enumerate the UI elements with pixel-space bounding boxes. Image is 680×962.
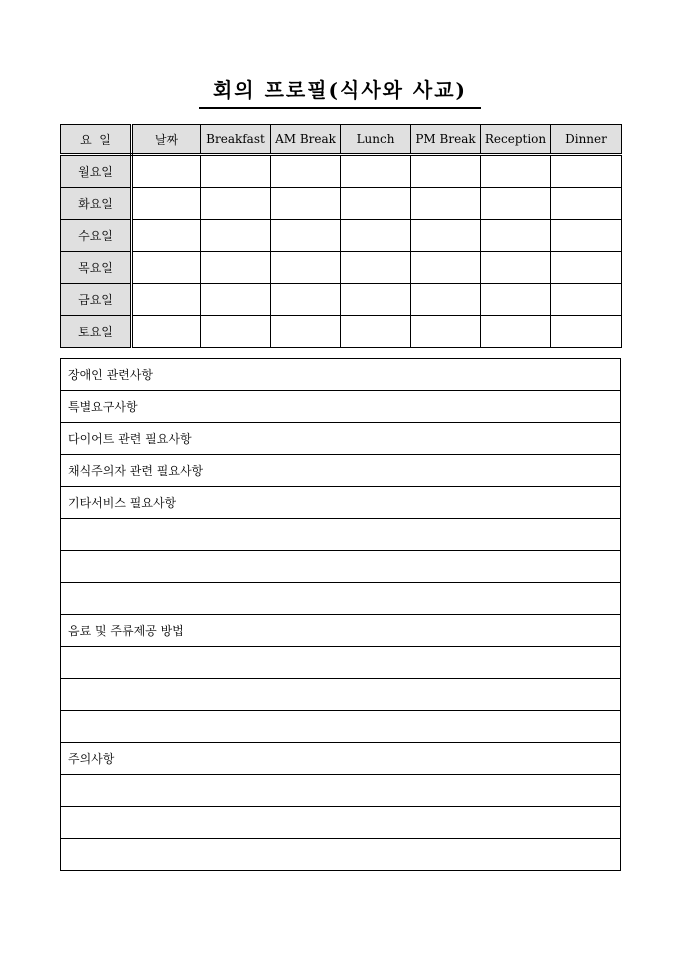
lunch-cell[interactable] <box>341 316 411 348</box>
day-label: 수요일 <box>61 220 132 252</box>
reception-cell[interactable] <box>481 316 551 348</box>
blank-line[interactable] <box>61 807 621 839</box>
lunch-cell[interactable] <box>341 188 411 220</box>
special-requests-field[interactable]: 특별요구사항 <box>61 391 621 423</box>
reception-cell[interactable] <box>481 252 551 284</box>
schedule-row <box>61 252 622 284</box>
page-title: 회의 프로필(식사와 사교) <box>199 77 481 109</box>
lunch-cell[interactable] <box>341 220 411 252</box>
reception-cell[interactable] <box>481 220 551 252</box>
note-row <box>61 743 621 775</box>
am-break-cell[interactable] <box>271 316 341 348</box>
note-row <box>61 423 621 455</box>
note-row <box>61 679 621 711</box>
lunch-cell[interactable] <box>341 284 411 316</box>
header-dinner: Dinner <box>551 125 622 155</box>
date-cell[interactable] <box>132 155 201 188</box>
other-services-field[interactable]: 기타서비스 필요사항 <box>61 487 621 519</box>
schedule-row <box>61 220 622 252</box>
note-row <box>61 487 621 519</box>
breakfast-cell[interactable] <box>201 284 271 316</box>
pm-break-cell[interactable] <box>411 316 481 348</box>
header-breakfast: Breakfast <box>201 125 271 155</box>
header-reception: Reception <box>481 125 551 155</box>
blank-line[interactable] <box>61 519 621 551</box>
schedule-row <box>61 316 622 348</box>
note-row <box>61 615 621 647</box>
header-lunch: Lunch <box>341 125 411 155</box>
dinner-cell[interactable] <box>551 252 622 284</box>
breakfast-cell[interactable] <box>201 252 271 284</box>
accessibility-needs-field[interactable]: 장애인 관련사항 <box>61 359 621 391</box>
vegetarian-needs-field[interactable]: 채식주의자 관련 필요사항 <box>61 455 621 487</box>
pm-break-cell[interactable] <box>411 220 481 252</box>
header-pm-break: PM Break <box>411 125 481 155</box>
breakfast-cell[interactable] <box>201 316 271 348</box>
date-cell[interactable] <box>132 252 201 284</box>
am-break-cell[interactable] <box>271 252 341 284</box>
pm-break-cell[interactable] <box>411 155 481 188</box>
date-cell[interactable] <box>132 284 201 316</box>
header-date: 날짜 <box>132 125 201 155</box>
blank-line[interactable] <box>61 551 621 583</box>
note-row <box>61 647 621 679</box>
beverage-service-field[interactable]: 음료 및 주류제공 방법 <box>61 615 621 647</box>
note-row <box>61 775 621 807</box>
blank-line[interactable] <box>61 839 621 871</box>
cautions-field[interactable]: 주의사항 <box>61 743 621 775</box>
breakfast-cell[interactable] <box>201 188 271 220</box>
blank-line[interactable] <box>61 679 621 711</box>
day-label: 목요일 <box>61 252 132 284</box>
requirements-notes-table <box>60 358 621 871</box>
reception-cell[interactable] <box>481 155 551 188</box>
am-break-cell[interactable] <box>271 188 341 220</box>
note-row <box>61 391 621 423</box>
pm-break-cell[interactable] <box>411 284 481 316</box>
dinner-cell[interactable] <box>551 220 622 252</box>
reception-cell[interactable] <box>481 188 551 220</box>
note-row <box>61 455 621 487</box>
day-label: 토요일 <box>61 316 132 348</box>
note-row <box>61 839 621 871</box>
header-am-break: AM Break <box>271 125 341 155</box>
blank-line[interactable] <box>61 775 621 807</box>
note-row <box>61 551 621 583</box>
date-cell[interactable] <box>132 188 201 220</box>
day-label: 금요일 <box>61 284 132 316</box>
note-row <box>61 711 621 743</box>
date-cell[interactable] <box>132 316 201 348</box>
am-break-cell[interactable] <box>271 220 341 252</box>
pm-break-cell[interactable] <box>411 188 481 220</box>
blank-line[interactable] <box>61 647 621 679</box>
dinner-cell[interactable] <box>551 155 622 188</box>
reception-cell[interactable] <box>481 284 551 316</box>
pm-break-cell[interactable] <box>411 252 481 284</box>
blank-line[interactable] <box>61 711 621 743</box>
am-break-cell[interactable] <box>271 155 341 188</box>
schedule-row <box>61 188 622 220</box>
meal-schedule-table <box>60 124 622 348</box>
lunch-cell[interactable] <box>341 252 411 284</box>
breakfast-cell[interactable] <box>201 155 271 188</box>
diet-needs-field[interactable]: 다이어트 관련 필요사항 <box>61 423 621 455</box>
dinner-cell[interactable] <box>551 188 622 220</box>
dinner-cell[interactable] <box>551 316 622 348</box>
schedule-header-row <box>61 125 622 155</box>
blank-line[interactable] <box>61 583 621 615</box>
day-label: 화요일 <box>61 188 132 220</box>
note-row <box>61 519 621 551</box>
breakfast-cell[interactable] <box>201 220 271 252</box>
schedule-row <box>61 155 622 188</box>
date-cell[interactable] <box>132 220 201 252</box>
note-row <box>61 583 621 615</box>
am-break-cell[interactable] <box>271 284 341 316</box>
title-wrap <box>0 77 680 109</box>
lunch-cell[interactable] <box>341 155 411 188</box>
schedule-row <box>61 284 622 316</box>
header-day: 요 일 <box>61 125 132 155</box>
day-label: 월요일 <box>61 155 132 188</box>
note-row <box>61 807 621 839</box>
dinner-cell[interactable] <box>551 284 622 316</box>
note-row <box>61 359 621 391</box>
